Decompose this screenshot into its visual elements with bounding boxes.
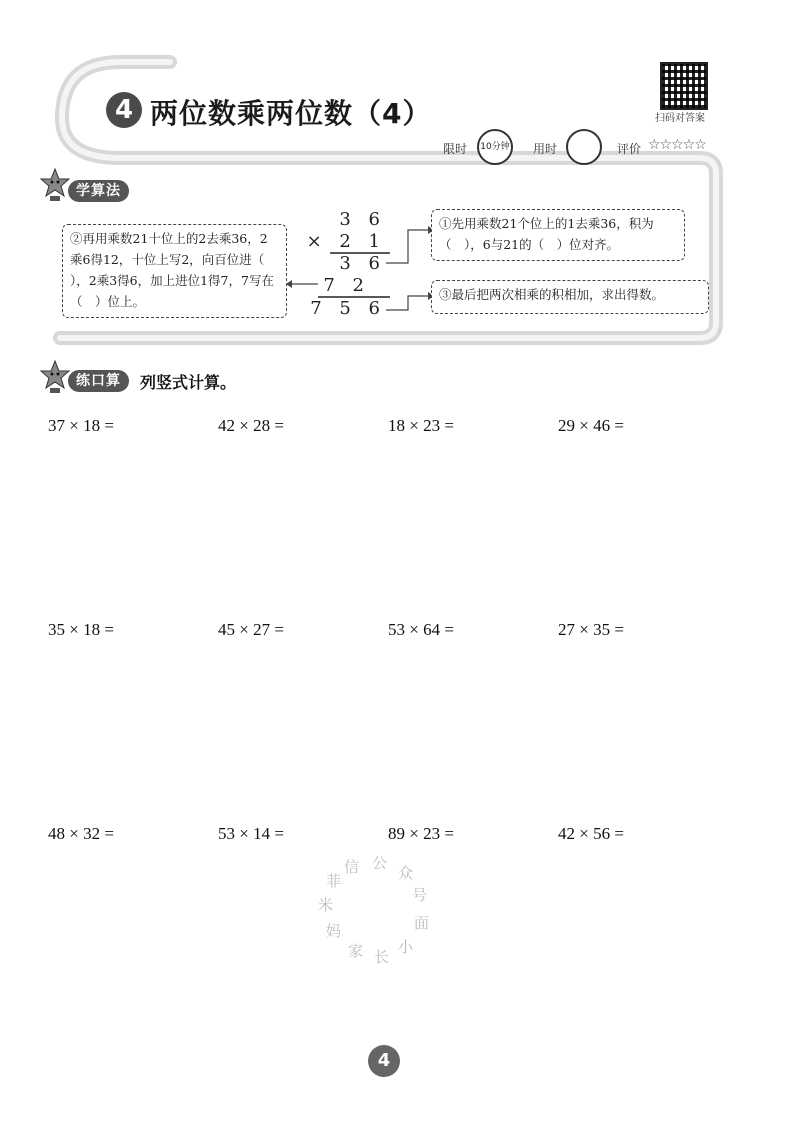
vertical-partial-1: 3 6: [339, 253, 386, 274]
practice-badge: 练口算: [68, 370, 129, 392]
stamp-char: 号: [412, 886, 428, 904]
lesson-number-badge: 4: [106, 92, 142, 128]
stamp-char: 小: [398, 938, 414, 956]
stamp-char: 公: [372, 854, 388, 872]
practice-instruction: 列竖式计算。: [140, 373, 237, 392]
step2-box: ②再用乘数21十位上的2去乘36，2乘6得12，十位上写2，向百位进（ ），2乘3得6，加上进位1得7，7写在（ ）位上。: [62, 224, 287, 318]
stamp-char: 众: [398, 864, 414, 882]
exercise-item[interactable]: 29 × 46 =: [558, 416, 624, 435]
exercise-item[interactable]: 53 × 64 =: [388, 620, 454, 639]
stamp-char: 家: [348, 942, 364, 960]
vertical-result: 7 5 6: [310, 298, 386, 319]
exercise-item[interactable]: 42 × 28 =: [218, 416, 284, 435]
step3-box: ③最后把两次相乘的积相加，求出得数。: [431, 280, 709, 314]
qr-code-icon[interactable]: [660, 62, 708, 110]
vertical-partial-2: 7 2: [323, 275, 370, 296]
exercise-item[interactable]: 27 × 35 =: [558, 620, 624, 639]
exercise-item[interactable]: 35 × 18 =: [48, 620, 114, 639]
rating-stars[interactable]: ☆☆☆☆☆: [648, 137, 706, 153]
qr-label: 扫码对答案: [655, 113, 705, 124]
learn-method-badge: 学算法: [68, 180, 129, 202]
stamp-char: 信: [344, 858, 360, 876]
step1-box: ①先用乘数21个位上的1去乘36，积为（ ），6与21的（ ）位对齐。: [431, 209, 685, 261]
vertical-multiplicand: 3 6: [339, 209, 386, 230]
exercise-item[interactable]: 45 × 27 =: [218, 620, 284, 639]
time-used-clock-icon[interactable]: [566, 129, 602, 165]
rating-label: 评价: [617, 142, 642, 156]
star-mascot-icon: [40, 168, 70, 202]
page-title: 两位数乘两位数（4）: [150, 97, 432, 130]
stamp-char: 面: [414, 914, 430, 932]
exercise-item[interactable]: 89 × 23 =: [388, 824, 454, 843]
exercise-item[interactable]: 42 × 56 =: [558, 824, 624, 843]
stamp-char: 菲: [326, 872, 342, 890]
time-used-label: 用时: [533, 142, 558, 156]
time-limit-label: 限时: [443, 142, 468, 156]
vertical-multiplier: × 2 1: [306, 231, 386, 252]
exercise-item[interactable]: 37 × 18 =: [48, 416, 114, 435]
page-number: 4: [368, 1045, 400, 1077]
time-limit-value: 10分钟: [480, 142, 510, 152]
stamp-char: 长: [374, 948, 390, 966]
stamp-char: 妈: [326, 922, 342, 940]
time-limit-clock-icon: [477, 129, 513, 165]
exercise-item[interactable]: 53 × 14 =: [218, 824, 284, 843]
star-mascot-icon: [40, 360, 70, 394]
stamp-char: 米: [318, 896, 334, 914]
exercise-item[interactable]: 48 × 32 =: [48, 824, 114, 843]
exercise-item[interactable]: 18 × 23 =: [388, 416, 454, 435]
